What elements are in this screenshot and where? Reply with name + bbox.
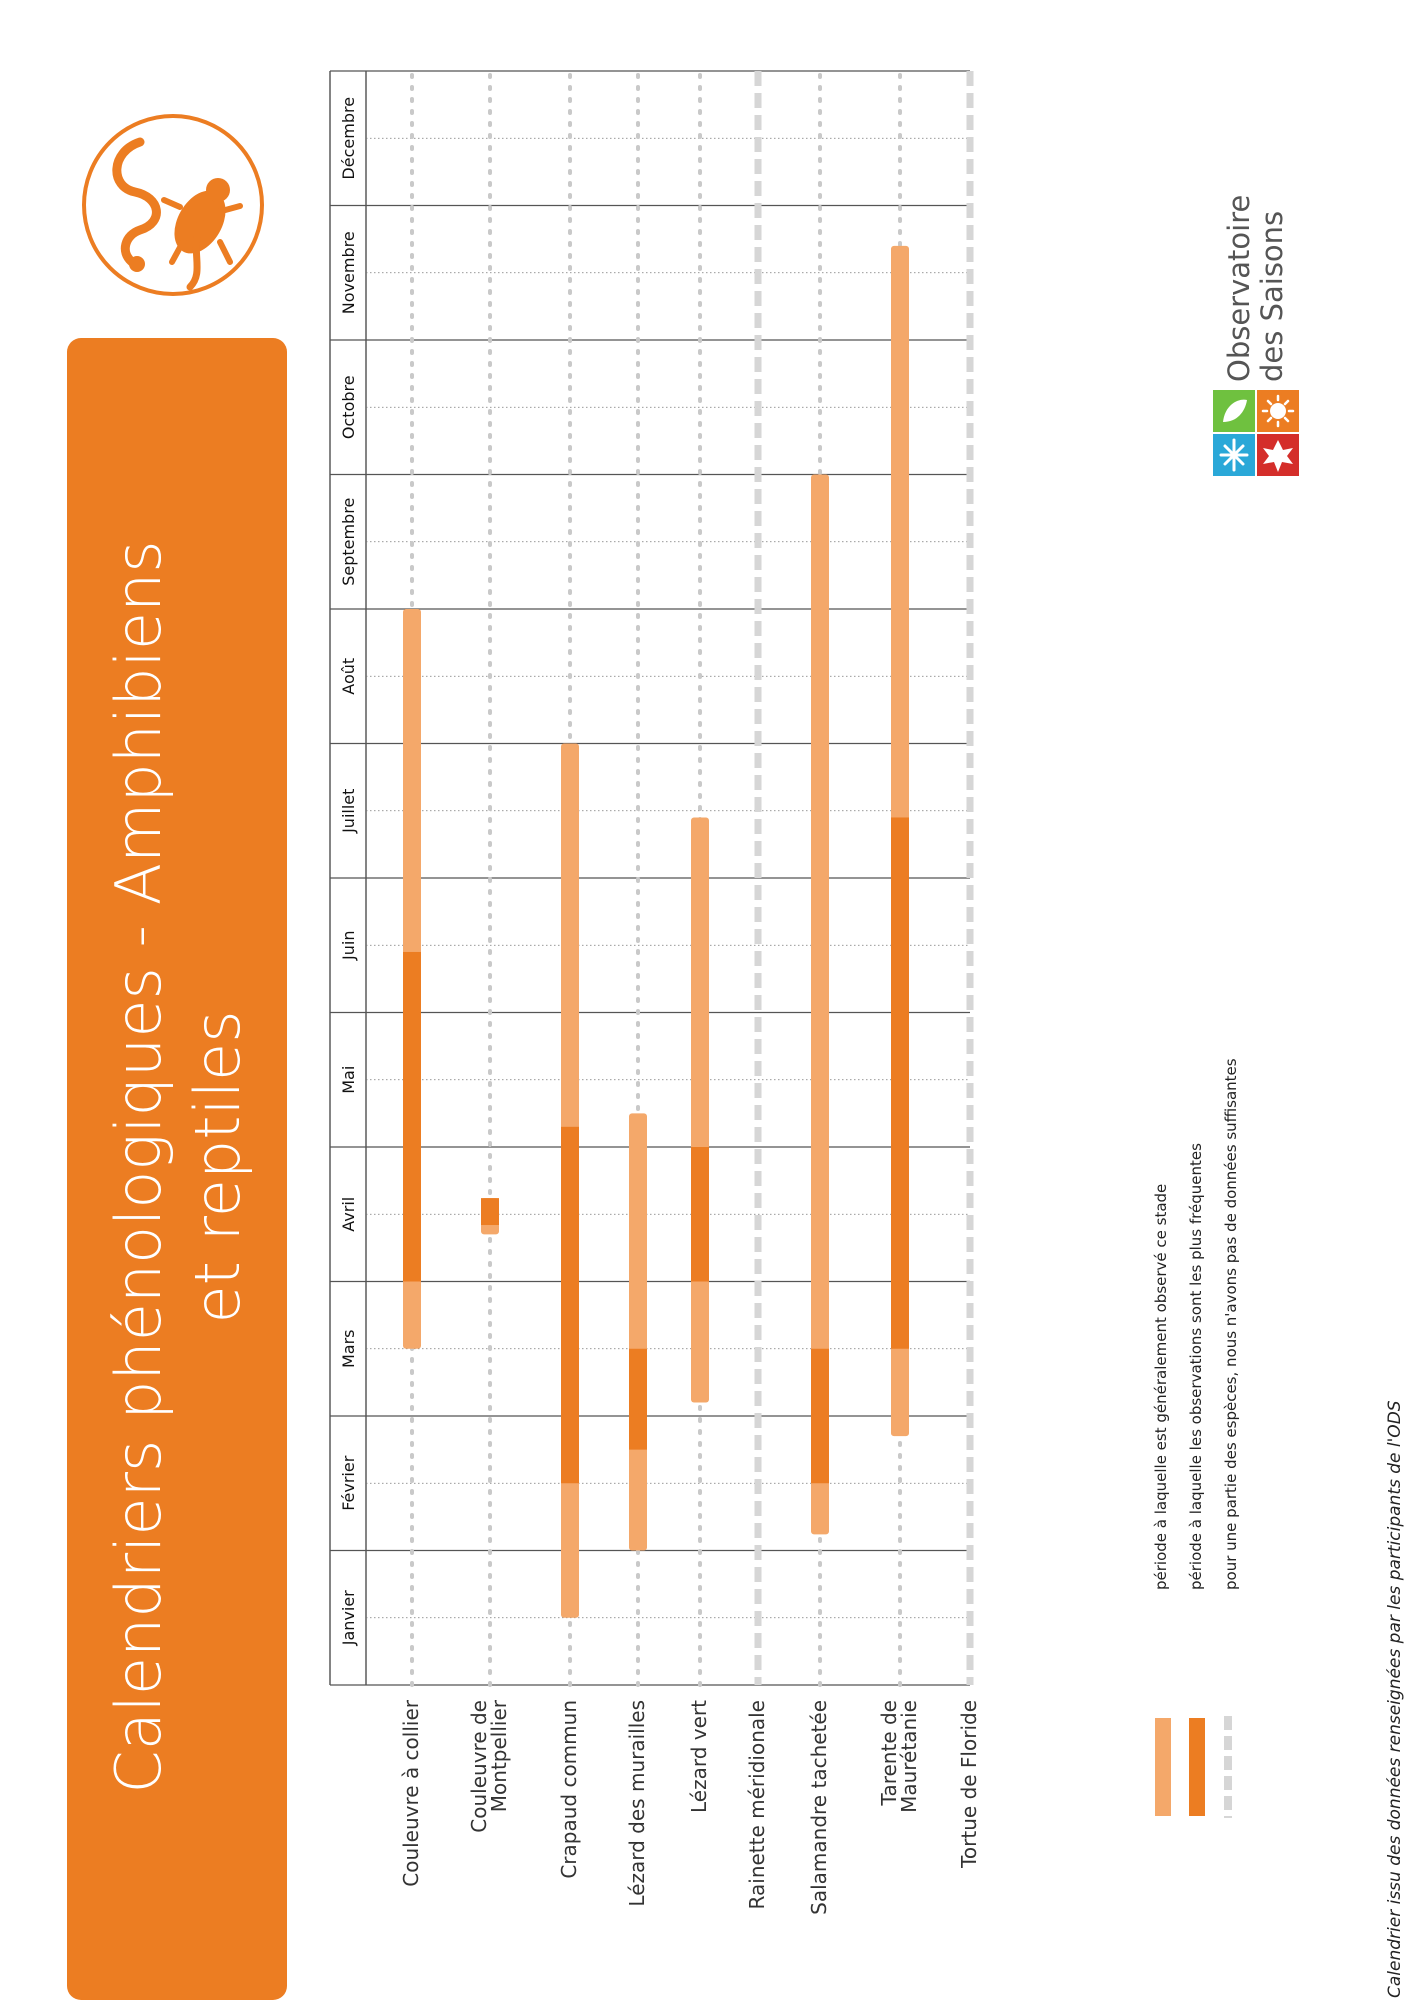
legend-swatch-observed — [1155, 1718, 1171, 1816]
month-label: Juin — [339, 930, 358, 960]
logo-line1: Observatoire — [1222, 194, 1256, 382]
logo-text — [1223, 195, 1290, 382]
species-label: Rainette méridionale — [745, 1700, 769, 1910]
frequent-period-bar — [811, 1349, 829, 1484]
frequent-period-bar — [629, 1349, 647, 1450]
month-label: Décembre — [339, 96, 358, 180]
observed-period-bar — [691, 817, 709, 1402]
frequent-period-bar — [891, 817, 909, 1348]
species-label: Couleuvre de — [467, 1700, 491, 1833]
species-label: Lézard vert — [687, 1700, 711, 1813]
frequent-period-bar — [561, 1127, 579, 1483]
observed-period-bar — [629, 1113, 647, 1550]
legend-label-frequent: période à laquelle les observations sont les plus fréquentes — [1187, 1143, 1205, 1590]
page-title-line2: et reptiles — [181, 1010, 254, 1324]
logo-line2: des Saisons — [1255, 210, 1290, 382]
species-label: Crapaud commun — [557, 1700, 581, 1879]
month-label: Avril — [339, 1196, 358, 1232]
species-label: Couleuvre à collier — [399, 1700, 423, 1887]
species-label: Salamandre tachetée — [807, 1700, 831, 1915]
month-label: Janvier — [339, 1590, 358, 1646]
month-label: Août — [339, 657, 358, 695]
frequent-period-bar — [691, 1147, 709, 1282]
month-label: Février — [339, 1455, 358, 1511]
legend-swatch-frequent — [1189, 1718, 1205, 1816]
four-seasons-logo-icon — [1213, 390, 1301, 478]
month-label: Juillet — [339, 788, 358, 833]
month-label: Mars — [339, 1329, 358, 1369]
species-label: Tarente de — [877, 1700, 901, 1806]
month-label: Mai — [339, 1065, 358, 1094]
month-label: Octobre — [339, 375, 358, 440]
month-label: Novembre — [339, 231, 358, 315]
species-label: Maurétanie — [897, 1700, 921, 1813]
species-label: Tortue de Floride — [957, 1700, 981, 1868]
frequent-period-bar — [481, 1198, 499, 1225]
species-label: Montpellier — [487, 1700, 511, 1813]
source-caption: Calendrier issu des données renseignées par les participants de l'ODS — [1385, 1400, 1405, 1998]
species-label: Lézard des murailles — [625, 1700, 649, 1907]
month-label: Septembre — [339, 497, 358, 586]
page-title-line1: Calendriers phénologiques - Amphibiens — [101, 540, 175, 1794]
legend-label-observed: période à laquelle est généralement observé ce stade — [1152, 1183, 1170, 1590]
frequent-period-bar — [403, 952, 421, 1282]
legend-label-insufficient: pour une partie des espèces, nous n'avons pas de données suffisantes — [1222, 1058, 1240, 1590]
legend-swatch-insufficient — [1224, 1716, 1232, 1818]
